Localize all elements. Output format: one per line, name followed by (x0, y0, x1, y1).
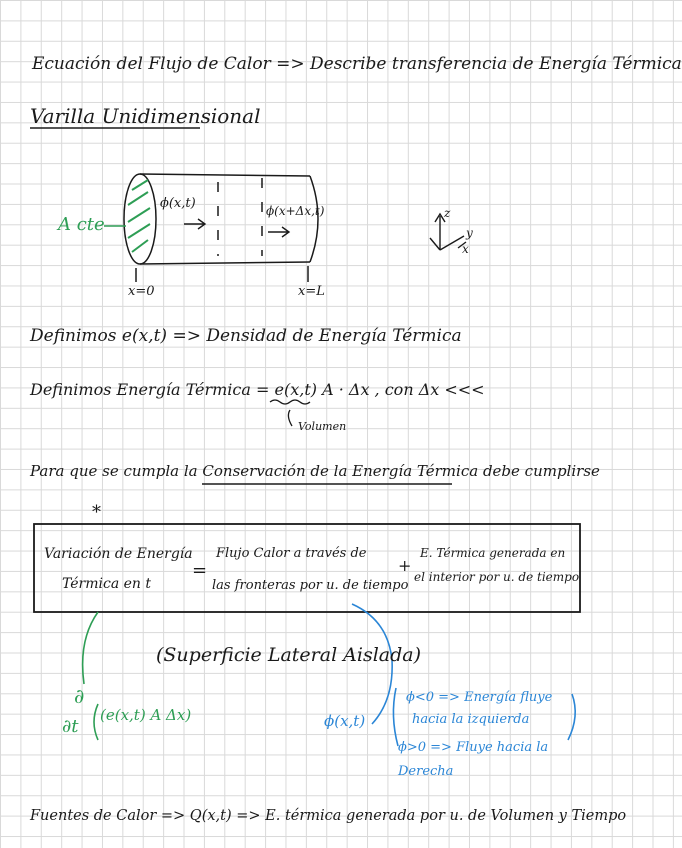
note-title: Ecuación del Flujo de Calor => Describe transferencia de Energía Térmica (32, 54, 682, 74)
green-paren (94, 704, 98, 740)
derivative-argument: (e(x,t) A Δx) (100, 706, 192, 724)
conservation-prefix: Para que se cumpla la (30, 462, 203, 480)
asterisk-mark: * (92, 502, 101, 523)
axis-z-label: z (444, 206, 451, 220)
box-left-1: Variación de Energía (44, 546, 193, 562)
axis-y-label: y (466, 226, 473, 240)
box-mid-2: las fronteras por u. de tiempo (212, 578, 409, 593)
box-mid-1: Flujo Calor a través de (216, 546, 367, 561)
box-right-2: el interior por u. de tiempo (414, 570, 580, 584)
box-plus: + (398, 556, 412, 575)
box-left-2: Térmica en t (62, 576, 151, 592)
box-right-1: E. Térmica generada en (420, 546, 566, 560)
blue-brace-left (393, 688, 398, 746)
conservation-term: Conservación de la Energía Térmica (202, 462, 479, 480)
derivative-numerator: ∂ (74, 684, 85, 708)
squiggle-underline (270, 400, 310, 404)
axis-x-label: x (462, 242, 469, 256)
phi-case-negative-cont: hacia la izquierda (412, 712, 530, 727)
phi-case-positive-cont: Derecha (398, 764, 454, 779)
conservation-suffix: debe cumplirse (478, 462, 600, 480)
xL-label: x=L (298, 284, 325, 299)
area-label: A cte (58, 214, 105, 235)
definition-line-2: Definimos Energía Térmica = e(x,t) A · Δx , con Δx <<< (30, 380, 485, 399)
x0-label: x=0 (128, 284, 155, 299)
phi-case-negative: ϕ<0 => Energía fluye (406, 690, 553, 705)
conservation-line (30, 462, 600, 480)
green-link-curve (83, 612, 98, 684)
rod-cylinder (124, 174, 318, 282)
blue-brace-right (568, 694, 575, 740)
definition-line-1: Definimos e(x,t) => Densidad de Energía Térmica (30, 326, 462, 346)
phi-right-label: ϕ(x+Δx,t) (266, 204, 325, 218)
phi-note-label: ϕ(x,t) (324, 712, 366, 730)
phi-case-positive: ϕ>0 => Fluye hacia la (398, 740, 549, 755)
derivative-denominator: ∂t (62, 716, 79, 737)
lateral-surface-note: (Superficie Lateral Aislada) (156, 644, 422, 666)
heat-sources-line: Fuentes de Calor => Q(x,t) => E. térmica generada por u. de Volumen y Tiempo (30, 808, 627, 824)
box-equals: = (192, 560, 208, 581)
balance-box (34, 524, 580, 612)
volumen-label: Volumen (298, 420, 347, 433)
note-subtitle: Varilla Unidimensional (30, 104, 261, 128)
volumen-bracket (288, 410, 292, 426)
phi-left-label: ϕ(x,t) (160, 196, 196, 211)
